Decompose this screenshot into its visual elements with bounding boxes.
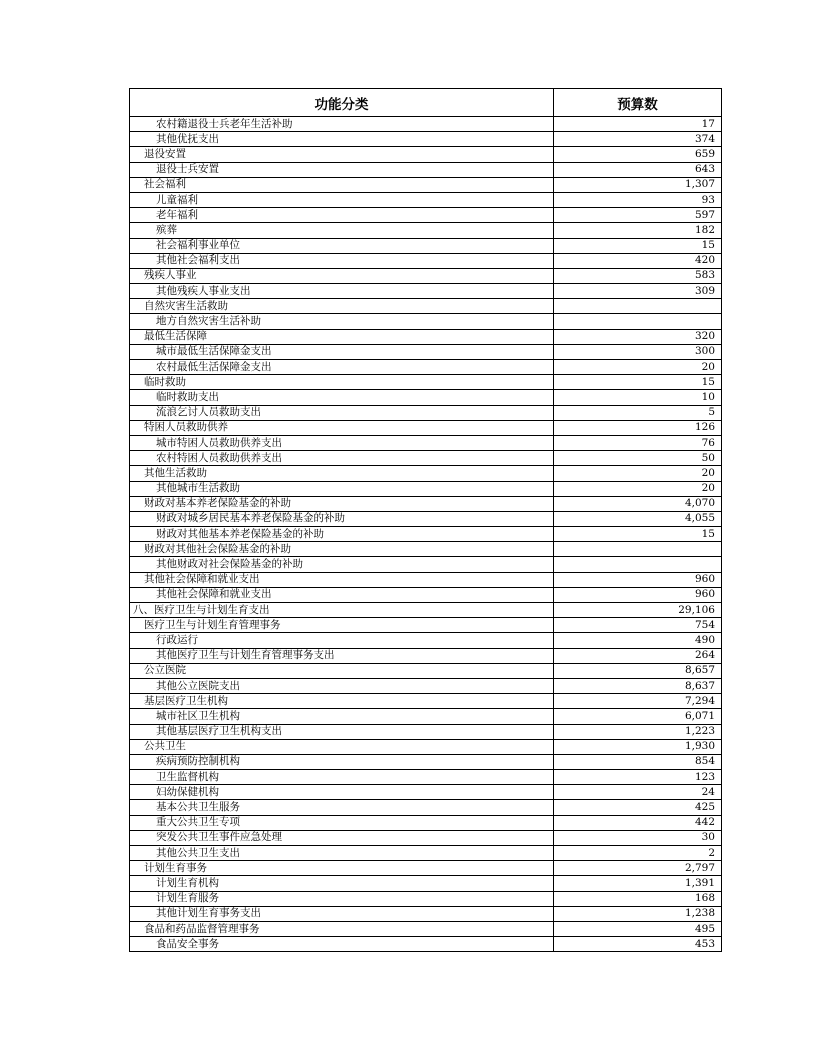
amount-cell: 420	[554, 253, 722, 268]
category-cell: 行政运行	[130, 633, 554, 648]
table-row	[130, 375, 722, 390]
table-row	[130, 694, 722, 709]
table-row	[130, 527, 722, 542]
category-cell: 财政对其他社会保险基金的补助	[130, 542, 554, 557]
category-cell: 退役士兵安置	[130, 162, 554, 177]
category-cell: 重大公共卫生专项	[130, 815, 554, 830]
table-row	[130, 937, 722, 952]
category-cell: 最低生活保障	[130, 329, 554, 344]
amount-cell: 490	[554, 633, 722, 648]
amount-cell: 4,070	[554, 496, 722, 511]
amount-cell: 17	[554, 117, 722, 132]
category-cell: 计划生育事务	[130, 861, 554, 876]
table-row	[130, 208, 722, 223]
category-cell: 老年福利	[130, 208, 554, 223]
table-row	[130, 466, 722, 481]
header-row	[130, 89, 722, 117]
category-cell: 地方自然灾害生活补助	[130, 314, 554, 329]
amount-cell: 960	[554, 587, 722, 602]
amount-cell: 2,797	[554, 861, 722, 876]
category-cell: 其他财政对社会保险基金的补助	[130, 557, 554, 572]
amount-cell: 2	[554, 846, 722, 861]
table-row	[130, 147, 722, 162]
budget-table	[129, 88, 722, 952]
table-row	[130, 542, 722, 557]
table-row	[130, 223, 722, 238]
table-row	[130, 906, 722, 921]
amount-cell: 854	[554, 754, 722, 769]
table-row	[130, 572, 722, 587]
table-row	[130, 238, 722, 253]
table-row	[130, 117, 722, 132]
table-row	[130, 618, 722, 633]
category-cell: 卫生监督机构	[130, 770, 554, 785]
table-row	[130, 921, 722, 936]
table-row	[130, 876, 722, 891]
amount-cell: 76	[554, 435, 722, 450]
table-row	[130, 405, 722, 420]
amount-cell: 50	[554, 451, 722, 466]
amount-cell: 8,637	[554, 678, 722, 693]
amount-cell	[554, 299, 722, 314]
amount-cell: 320	[554, 329, 722, 344]
category-cell: 自然灾害生活救助	[130, 299, 554, 314]
amount-cell: 10	[554, 390, 722, 405]
category-cell: 公共卫生	[130, 739, 554, 754]
table-row	[130, 253, 722, 268]
amount-cell	[554, 557, 722, 572]
table-row	[130, 633, 722, 648]
category-cell: 退役安置	[130, 147, 554, 162]
category-cell: 突发公共卫生事件应急处理	[130, 830, 554, 845]
category-cell: 社会福利事业单位	[130, 238, 554, 253]
category-cell: 其他社会保障和就业支出	[130, 572, 554, 587]
amount-cell: 15	[554, 375, 722, 390]
table-row	[130, 815, 722, 830]
category-cell: 农村籍退役士兵老年生活补助	[130, 117, 554, 132]
category-cell: 城市特困人员救助供养支出	[130, 435, 554, 450]
amount-cell: 1,307	[554, 177, 722, 192]
category-cell: 其他基层医疗卫生机构支出	[130, 724, 554, 739]
category-cell: 其他公立医院支出	[130, 678, 554, 693]
amount-cell	[554, 314, 722, 329]
amount-cell: 123	[554, 770, 722, 785]
category-cell: 计划生育机构	[130, 876, 554, 891]
table-row	[130, 709, 722, 724]
category-cell: 其他公共卫生支出	[130, 846, 554, 861]
table-row	[130, 800, 722, 815]
table-row	[130, 177, 722, 192]
table-row	[130, 268, 722, 283]
amount-cell: 754	[554, 618, 722, 633]
table-row	[130, 846, 722, 861]
amount-cell: 7,294	[554, 694, 722, 709]
amount-cell: 20	[554, 481, 722, 496]
category-cell: 基本公共卫生服务	[130, 800, 554, 815]
category-cell: 财政对基本养老保险基金的补助	[130, 496, 554, 511]
header-budget-amount: 预算数	[554, 89, 722, 117]
amount-cell: 29,106	[554, 603, 722, 618]
category-cell: 食品安全事务	[130, 937, 554, 952]
amount-cell: 442	[554, 815, 722, 830]
amount-cell: 168	[554, 891, 722, 906]
table-row	[130, 451, 722, 466]
table-row	[130, 162, 722, 177]
table-row	[130, 329, 722, 344]
amount-cell: 264	[554, 648, 722, 663]
category-cell: 医疗卫生与计划生育管理事务	[130, 618, 554, 633]
table-row	[130, 314, 722, 329]
amount-cell: 24	[554, 785, 722, 800]
amount-cell: 643	[554, 162, 722, 177]
table-row	[130, 663, 722, 678]
category-cell: 农村特困人员救助供养支出	[130, 451, 554, 466]
table-row	[130, 511, 722, 526]
amount-cell: 309	[554, 284, 722, 299]
amount-cell	[554, 542, 722, 557]
amount-cell: 583	[554, 268, 722, 283]
table-row	[130, 557, 722, 572]
category-cell: 其他计划生育事务支出	[130, 906, 554, 921]
table-row	[130, 891, 722, 906]
table-row	[130, 284, 722, 299]
amount-cell: 374	[554, 132, 722, 147]
category-cell: 计划生育服务	[130, 891, 554, 906]
category-cell: 食品和药品监督管理事务	[130, 921, 554, 936]
table-row	[130, 496, 722, 511]
category-cell: 社会福利	[130, 177, 554, 192]
table-row	[130, 861, 722, 876]
category-cell: 城市社区卫生机构	[130, 709, 554, 724]
category-cell: 临时救助	[130, 375, 554, 390]
category-cell: 临时救助支出	[130, 390, 554, 405]
header-function-category: 功能分类	[130, 89, 554, 117]
table-row	[130, 724, 722, 739]
amount-cell: 15	[554, 527, 722, 542]
table-row	[130, 420, 722, 435]
amount-cell: 182	[554, 223, 722, 238]
amount-cell: 1,391	[554, 876, 722, 891]
table-row	[130, 435, 722, 450]
table-row	[130, 830, 722, 845]
table-row	[130, 770, 722, 785]
amount-cell: 20	[554, 466, 722, 481]
amount-cell: 20	[554, 360, 722, 375]
amount-cell: 30	[554, 830, 722, 845]
amount-cell: 597	[554, 208, 722, 223]
table-row	[130, 754, 722, 769]
amount-cell: 93	[554, 192, 722, 207]
amount-cell: 8,657	[554, 663, 722, 678]
category-cell: 公立医院	[130, 663, 554, 678]
category-cell: 其他残疾人事业支出	[130, 284, 554, 299]
table-row	[130, 390, 722, 405]
amount-cell: 659	[554, 147, 722, 162]
budget-table-container	[129, 88, 721, 952]
amount-cell: 960	[554, 572, 722, 587]
category-cell: 基层医疗卫生机构	[130, 694, 554, 709]
amount-cell: 453	[554, 937, 722, 952]
category-cell: 其他社会福利支出	[130, 253, 554, 268]
category-cell: 农村最低生活保障金支出	[130, 360, 554, 375]
category-cell: 财政对其他基本养老保险基金的补助	[130, 527, 554, 542]
category-cell: 其他医疗卫生与计划生育管理事务支出	[130, 648, 554, 663]
category-cell: 财政对城乡居民基本养老保险基金的补助	[130, 511, 554, 526]
table-body	[130, 117, 722, 952]
amount-cell: 5	[554, 405, 722, 420]
category-cell: 流浪乞讨人员救助支出	[130, 405, 554, 420]
table-row	[130, 739, 722, 754]
table-row	[130, 132, 722, 147]
amount-cell: 1,238	[554, 906, 722, 921]
table-row	[130, 360, 722, 375]
category-cell: 残疾人事业	[130, 268, 554, 283]
amount-cell: 15	[554, 238, 722, 253]
category-cell: 其他城市生活救助	[130, 481, 554, 496]
amount-cell: 6,071	[554, 709, 722, 724]
amount-cell: 425	[554, 800, 722, 815]
amount-cell: 300	[554, 344, 722, 359]
table-row	[130, 481, 722, 496]
amount-cell: 495	[554, 921, 722, 936]
category-cell: 城市最低生活保障金支出	[130, 344, 554, 359]
category-cell: 疾病预防控制机构	[130, 754, 554, 769]
table-row	[130, 587, 722, 602]
amount-cell: 126	[554, 420, 722, 435]
category-cell: 特困人员救助供养	[130, 420, 554, 435]
table-row	[130, 344, 722, 359]
amount-cell: 1,930	[554, 739, 722, 754]
category-cell: 其他社会保障和就业支出	[130, 587, 554, 602]
table-row	[130, 678, 722, 693]
category-cell: 八、医疗卫生与计划生育支出	[130, 603, 554, 618]
amount-cell: 1,223	[554, 724, 722, 739]
amount-cell: 4,055	[554, 511, 722, 526]
category-cell: 儿童福利	[130, 192, 554, 207]
table-row	[130, 785, 722, 800]
table-row	[130, 648, 722, 663]
table-row	[130, 299, 722, 314]
table-row	[130, 192, 722, 207]
table-row	[130, 603, 722, 618]
category-cell: 殡葬	[130, 223, 554, 238]
category-cell: 其他优抚支出	[130, 132, 554, 147]
category-cell: 妇幼保健机构	[130, 785, 554, 800]
category-cell: 其他生活救助	[130, 466, 554, 481]
